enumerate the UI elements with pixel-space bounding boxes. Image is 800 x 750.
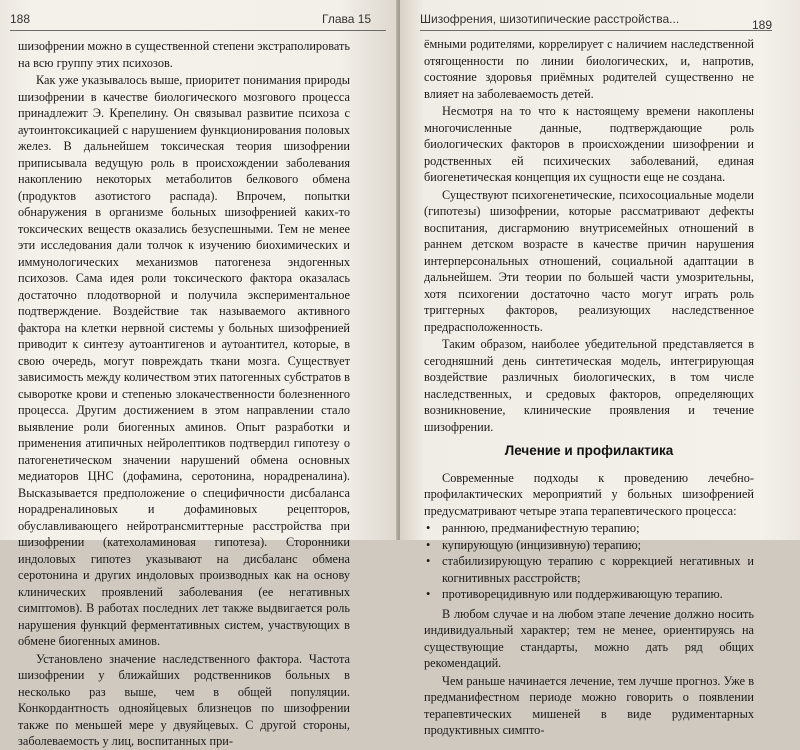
bullet-icon: • xyxy=(426,537,431,552)
running-title: Шизофрения, шизотипические расстройства... xyxy=(420,12,680,26)
section-heading: Лечение и профилактика xyxy=(504,443,674,458)
list-item: • купирующую (инцизивную) терапию; xyxy=(426,537,642,552)
stages-intro: Современные подходы к проведению лечебно-профилактических мероприятий у больных шизофренией предусматривают четыре этапа терапевтического процесса: xyxy=(424,470,754,518)
paragraph: Как уже указывалось выше, приоритет понимания природы шизофрении в качестве биологического мозгового процесса принадлежит Э. Крепелину. Он связывал развитие психоза с аутоинтоксикацией с нарушением функционирования половых желез. В дальнейшем токсическая теория шизофрении приписывала ведущую роль в происхождении заболевания накоплению некоторых метаболитов белкового обмена (продуктов азотистого распада). Впрочем, попытки обнаружения в организме больных шизофренией каких-то токсических веществ оказались безуспешными. Тем не менее эти исследования дали толчок к изучению биохимических и иммунологических механизмов патогенеза эндогенных психозов. Сама идея роли токсического фактора оказалась достаточно плодотворной и получила экспериментальное подтверждение. Воздействие так называемого активного фактора на клетки нервной системы у больных шизофренией приводит к синтезу аутоантигенов и аутоантител, которые, в свою очередь, могут повреждать ткани мозга. Существует зависимость между количеством этих патогенных субстратов в сыворотке крови и степенью злокачественности болезненного процесса. Другим достижением в этом направлении стало выявление роли биогенных аминов. Опыт разработки и применения атипичных нейролептиков подтвердил гипотезу о патогенетическом значении нарушений обмена основных медиаторов ЦНС (дофамина, серотонина, норадреналина). Высказывается предположение о специфичности дисбаланса норадреналиновых и дофаминовых рецепторов, обуславливающего нейротрансмиттерные расстройства при шизофрении (катехоламиновая гипотеза). Сторонники индоловых гипотез указывают на дисбаланс обмена серотонина и других индоловых производных как на основу клинических проявлений заболевания (ее негативных симптомов). В работах последних лет также выдвигается роль нарушения функций ферментативных систем, участвующих в обмене биогенных аминов. xyxy=(18,73,350,648)
paragraph: ёмными родителями, коррелирует с наличием наследственной отягощенности по линии биологических, и, напротив, состояние здоровья приёмных родителей существенно не влияет на заболеваемость детей. xyxy=(424,37,754,101)
left-page xyxy=(0,0,398,748)
paragraph: Установлено значение наследственного фактора. Частота шизофрении у ближайших родственников больных в несколько раз выше, чем в общей популяции. Конкордантность однояйцевых близнецов по шизофрении также по меньшей мере у двуяйцевых. С другой стороны, заболеваемость у лиц, воспитанных при- xyxy=(18,651,350,748)
paragraph: Чем раньше начинается лечение, тем лучше прогноз. Уже в предманифестном периоде можно говорить о появлении терапевтических мишеней в виде рудиментарных продуктивных симпто- xyxy=(424,673,754,737)
bullet-icon: • xyxy=(426,554,431,568)
page-number-left: 188 xyxy=(10,12,31,26)
list-item: • раннюю, предманифестную терапию; xyxy=(426,521,640,535)
stages-list xyxy=(424,520,754,603)
left-page-body xyxy=(18,38,350,750)
paragraph: В любом случае и на любом этапе лечение должно носить индивидуальный характер; тем не менее, ориентируясь на существующие стандарты, можно дать ряд общих рекомендаций. xyxy=(424,606,754,670)
chapter-label: Глава 15 xyxy=(322,12,372,26)
right-page-body xyxy=(424,36,754,739)
running-header-left xyxy=(10,12,386,31)
paragraph: Таким образом, наиболее убедительной представляется в сегодняшний день синтетическая модель, интегрирующая воздействие различных биологических, в том числе наследственных, и средовых факторов, определяющих возникновение, клинические проявления и течение шизофрении. xyxy=(424,337,754,434)
running-header-right xyxy=(420,12,772,31)
bullet-icon: • xyxy=(426,521,431,535)
list-item: • стабилизирующую терапию с коррекцией негативных и когнитивных расстройств; xyxy=(426,554,754,585)
right-page xyxy=(400,0,800,737)
paragraph: шизофрении можно в существенной степени экстраполировать на всю группу этих психозов. xyxy=(18,39,350,70)
paragraph: Несмотря на то что к настоящему времени накоплены многочисленные данные, подтверждающие роль биологических факторов в происхождении шизофрении и родственных ей психических заболеваний, единая биогенетическая концепция их сущности еще не создана. xyxy=(424,104,754,184)
list-item: • противорецидивную или поддерживающую терапию. xyxy=(426,587,723,601)
bullet-icon: • xyxy=(426,587,431,601)
page-number-right: 189 xyxy=(751,18,772,32)
paragraph: Существуют психогенетические, психосоциальные модели (гипотезы) шизофрении, которые рассматривают дефекты воспитания, дисгармонию внутрисемейных отношений в раннем детском возрасте в качестве причин нарушения интерперсональных отношений, социальной адаптации в дальнейшем. Эти теории по большей части умозрительны, хотя психогении достаточно часто могут играть роль триггерных факторов, реализующих наследственное предрасположенность. xyxy=(424,187,754,334)
